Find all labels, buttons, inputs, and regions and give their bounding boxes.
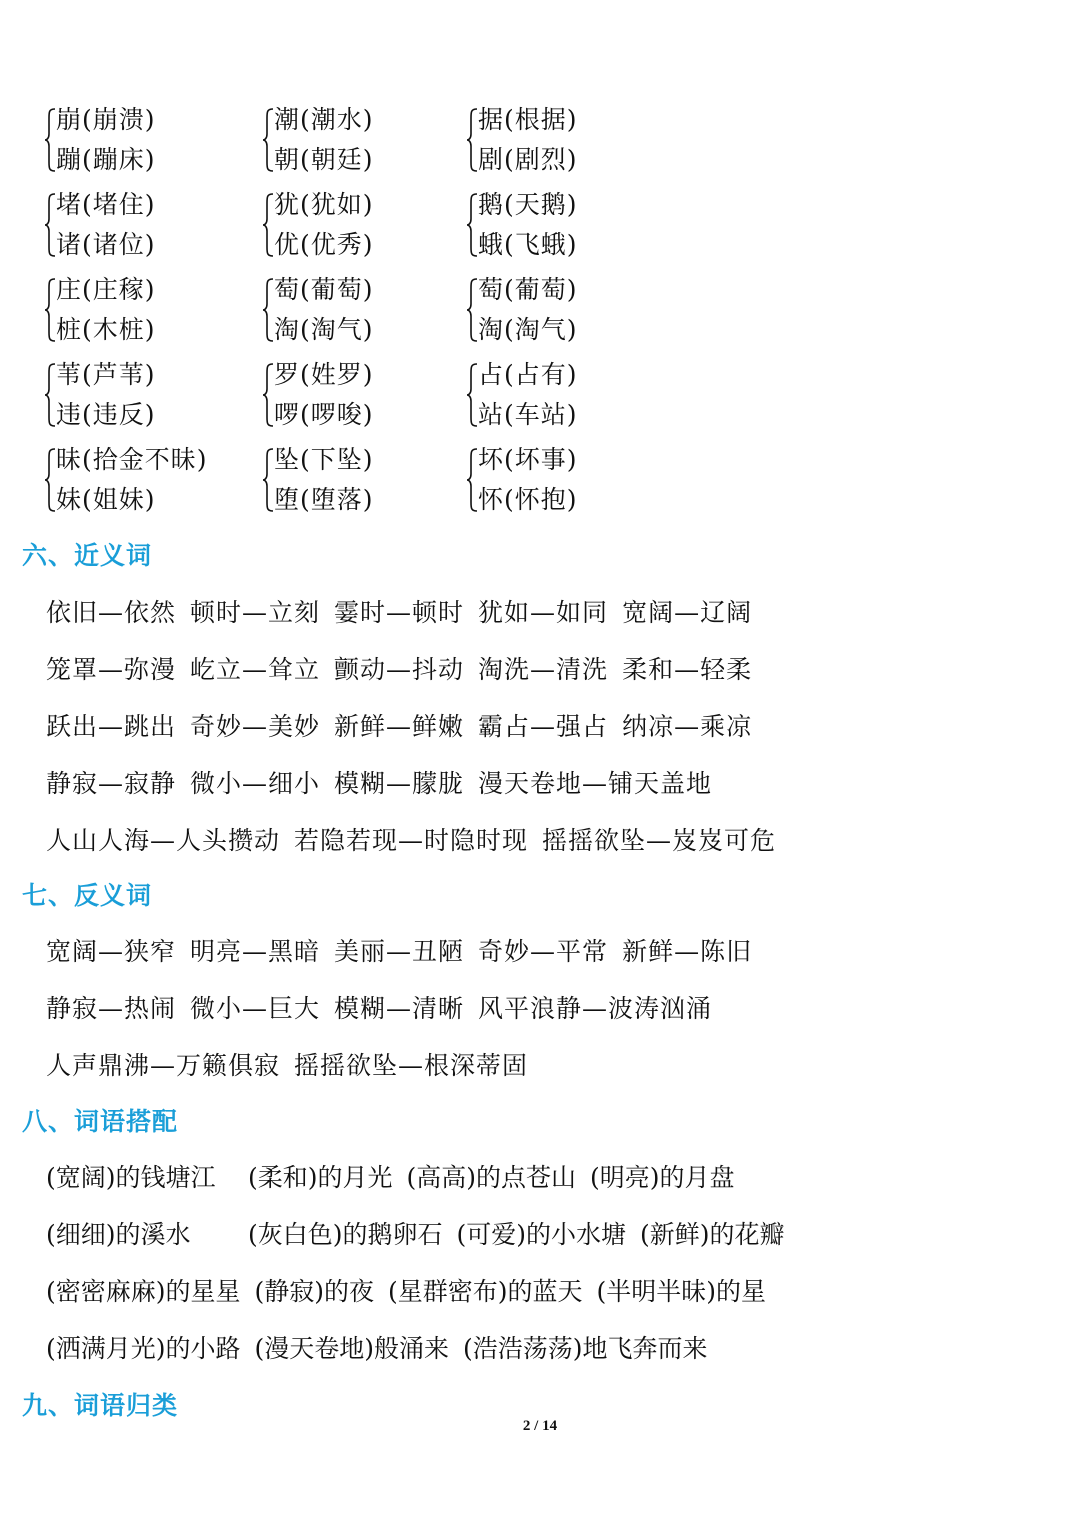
- word-item: (静寂)的夜: [254, 1277, 375, 1306]
- pair-word: 堵(堵住): [56, 190, 156, 219]
- pair-word: 诸(诸位): [56, 230, 156, 259]
- word-item: 霸占—强占: [478, 712, 609, 741]
- word-item: 美丽—丑陋: [334, 937, 465, 966]
- word-item: (漫天卷地)般涌来: [254, 1334, 450, 1363]
- pair-row: [44, 440, 764, 525]
- word-item: (高高)的点苍山: [406, 1163, 577, 1192]
- word-item: (新鲜)的花瓣: [640, 1220, 785, 1249]
- word-item: 微小—细小: [190, 769, 321, 798]
- word-item: 犹如—如同: [478, 598, 609, 627]
- word-item: (灰白色)的鹅卵石: [248, 1220, 443, 1249]
- section8-line: [46, 1272, 780, 1308]
- word-item: 人山人海—人头攒动: [46, 826, 281, 855]
- brace-icon: [44, 278, 56, 342]
- section-6-title: 六、近义词: [22, 541, 153, 570]
- word-item: (浩浩荡荡)地飞奔而来: [463, 1334, 708, 1363]
- brace-icon: [262, 363, 274, 427]
- pair-word: 坏(坏事): [478, 445, 578, 474]
- section-9-title: 九、词语归类: [22, 1391, 179, 1420]
- char-pair: [44, 355, 262, 435]
- word-item: (星群密布)的蓝天: [388, 1277, 583, 1306]
- word-item: (明亮)的月盘: [590, 1163, 735, 1192]
- brace-icon: [44, 193, 56, 257]
- pair-word: 淘(淘气): [274, 315, 374, 344]
- pair-row: [44, 270, 764, 355]
- brace-icon: [466, 193, 478, 257]
- brace-icon: [44, 363, 56, 427]
- pair-word: 桩(木桩): [56, 315, 156, 344]
- pair-word: 鹅(天鹅): [478, 190, 578, 219]
- pair-row: [44, 100, 764, 185]
- word-item: 模糊—朦胧: [334, 769, 465, 798]
- char-pair: [466, 440, 678, 520]
- word-item: 跃出—跳出: [46, 712, 177, 741]
- pair-word: 昧(拾金不昧): [56, 445, 208, 474]
- section6-line: [46, 821, 790, 857]
- char-pair: [44, 185, 262, 265]
- word-item: 霎时—顿时: [334, 598, 465, 627]
- word-item: 摇摇欲坠—根深蒂固: [294, 1051, 529, 1080]
- section6-line: [46, 707, 766, 743]
- word-item: (宽阔)的钱塘江: [46, 1163, 216, 1192]
- char-pair: [44, 100, 262, 180]
- char-pair: [466, 100, 678, 180]
- pair-word: 萄(葡萄): [478, 275, 578, 304]
- section8-line: [46, 1329, 722, 1365]
- brace-icon: [466, 363, 478, 427]
- brace-icon: [262, 108, 274, 172]
- pair-word: 崩(崩溃): [56, 105, 156, 134]
- word-item: 宽阔—狭窄: [46, 937, 177, 966]
- word-item: 新鲜—陈旧: [622, 937, 753, 966]
- word-item: (柔和)的月光: [248, 1163, 393, 1192]
- pair-word: 站(车站): [478, 400, 578, 429]
- word-item: 笼罩—弥漫: [46, 655, 177, 684]
- word-item: 宽阔—辽阔: [622, 598, 753, 627]
- word-item: 依旧—依然: [46, 598, 177, 627]
- pair-word: 据(根据): [478, 105, 578, 134]
- brace-icon: [44, 108, 56, 172]
- char-pair: [262, 440, 466, 520]
- word-item: 漫天卷地—铺天盖地: [478, 769, 713, 798]
- pair-word: 庄(庄稼): [56, 275, 156, 304]
- brace-icon: [262, 278, 274, 342]
- word-item: 柔和—轻柔: [622, 655, 753, 684]
- section7-line: [46, 989, 726, 1025]
- section6-line: [46, 650, 766, 686]
- word-item: 人声鼎沸—万籁俱寂: [46, 1051, 281, 1080]
- pair-word: 蹦(蹦床): [56, 145, 156, 174]
- char-pair: [262, 270, 466, 350]
- word-item: (密密麻麻)的星星: [46, 1277, 241, 1306]
- pair-word: 剧(剧烈): [478, 145, 578, 174]
- pair-word: 违(违反): [56, 400, 156, 429]
- char-pair: [44, 440, 262, 520]
- word-item: 若隐若现—时隐时现: [294, 826, 529, 855]
- pair-row: [44, 185, 764, 270]
- pair-word: 占(占有): [478, 360, 578, 389]
- word-item: 新鲜—鲜嫩: [334, 712, 465, 741]
- word-item: 静寂—寂静: [46, 769, 177, 798]
- section6-line: [46, 764, 726, 800]
- char-pair: [44, 270, 262, 350]
- word-item: 风平浪静—波涛汹涌: [478, 994, 713, 1023]
- word-item: 明亮—黑暗: [190, 937, 321, 966]
- pair-word: 罗(姓罗): [274, 360, 374, 389]
- word-item: 淘洗—清洗: [478, 655, 609, 684]
- word-item: 颤动—抖动: [334, 655, 465, 684]
- char-pair: [466, 270, 678, 350]
- word-item: (半明半昧)的星: [596, 1277, 767, 1306]
- word-item: 奇妙—平常: [478, 937, 609, 966]
- pair-word: 朝(朝廷): [274, 145, 374, 174]
- word-item: 微小—巨大: [190, 994, 321, 1023]
- pair-word: 啰(啰唆): [274, 400, 374, 429]
- pair-word: 犹(犹如): [274, 190, 374, 219]
- word-item: 顿时—立刻: [190, 598, 321, 627]
- pair-word: 蛾(飞蛾): [478, 230, 578, 259]
- pair-word: 萄(葡萄): [274, 275, 374, 304]
- char-pair: [262, 355, 466, 435]
- char-pair: [262, 100, 466, 180]
- section6-line: [46, 593, 766, 629]
- word-item: 模糊—清晰: [334, 994, 465, 1023]
- brace-icon: [466, 278, 478, 342]
- section7-line: [46, 1046, 542, 1082]
- brace-icon: [262, 448, 274, 512]
- word-item: (可爱)的小水塘: [456, 1220, 627, 1249]
- brace-icon: [44, 448, 56, 512]
- brace-icon: [466, 448, 478, 512]
- word-item: 纳凉—乘凉: [622, 712, 753, 741]
- char-pair-grid: [44, 100, 764, 525]
- pair-word: 妹(姐妹): [56, 485, 156, 514]
- section7-line: [46, 932, 766, 968]
- pair-word: 怀(怀抱): [478, 485, 578, 514]
- word-item: 静寂—热闹: [46, 994, 177, 1023]
- char-pair: [262, 185, 466, 265]
- section-8-title: 八、词语搭配: [22, 1107, 179, 1136]
- section-7-title: 七、反义词: [22, 881, 153, 910]
- section8-line: [46, 1215, 799, 1251]
- pair-word: 苇(芦苇): [56, 360, 156, 389]
- brace-icon: [262, 193, 274, 257]
- word-item: 摇摇欲坠—岌岌可危: [542, 826, 777, 855]
- pair-row: [44, 355, 764, 440]
- pair-word: 优(优秀): [274, 230, 374, 259]
- pair-word: 潮(潮水): [274, 105, 374, 134]
- word-item: 奇妙—美妙: [190, 712, 321, 741]
- pair-word: 堕(堕落): [274, 485, 374, 514]
- brace-icon: [466, 108, 478, 172]
- word-item: 屹立—耸立: [190, 655, 321, 684]
- char-pair: [466, 185, 678, 265]
- pair-word: 坠(下坠): [274, 445, 374, 474]
- word-item: (细细)的溪水: [46, 1220, 191, 1249]
- word-item: (洒满月光)的小路: [46, 1334, 241, 1363]
- pair-word: 淘(淘气): [478, 315, 578, 344]
- page-number: 2 / 14: [522, 1418, 558, 1434]
- char-pair: [466, 355, 678, 435]
- section8-line: [46, 1158, 749, 1194]
